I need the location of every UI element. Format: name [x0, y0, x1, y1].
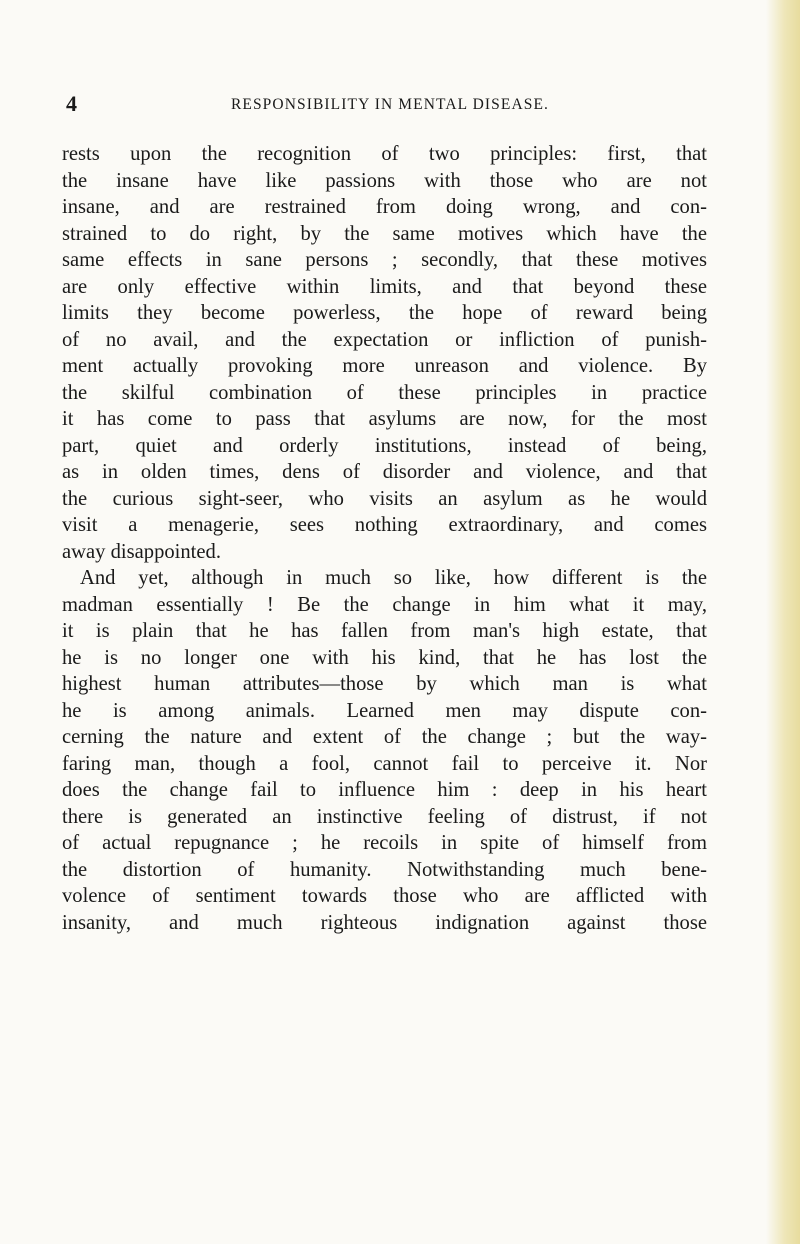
- text-line: ment actually provoking more unreason and violence. By: [62, 355, 707, 377]
- text-line: of actual repugnance ; he recoils in spite of himself from: [62, 832, 707, 854]
- text-line: rests upon the recognition of two principles: first, that: [62, 143, 707, 165]
- text-line: And yet, although in much so like, how different is the: [80, 567, 707, 589]
- text-line: insanity, and much righteous indignation against those: [62, 911, 707, 934]
- text-line: highest human attributes—those by which man is what: [62, 673, 707, 695]
- text-line: faring man, though a fool, cannot fail to perceive it. Nor: [62, 752, 707, 775]
- body-text: [62, 141, 707, 936]
- text-line: cerning the nature and extent of the change ; but the way-: [62, 726, 707, 748]
- text-line: it is plain that he has fallen from man's high estate, that: [62, 620, 707, 642]
- text-line: does the change fail to influence him : deep in his heart: [62, 779, 707, 801]
- text-line: strained to do right, by the same motives which have the: [62, 222, 707, 245]
- text-line: of no avail, and the expectation or infliction of punish-: [62, 328, 707, 351]
- text-line: he is among animals. Learned men may dispute con-: [62, 699, 707, 722]
- text-line: limits they become powerless, the hope of reward being: [62, 302, 707, 324]
- paragraph-1: [62, 141, 707, 565]
- page-header: [66, 92, 686, 116]
- text-line: are only effective within limits, and that beyond these: [62, 275, 707, 298]
- text-line: it has come to pass that asylums are now, for the most: [62, 408, 707, 430]
- page-number: 4: [66, 91, 77, 116]
- text-line: away disappointed.: [62, 540, 221, 563]
- page-edge-shadow: [766, 0, 800, 1244]
- text-line: the skilful combination of these principles in practice: [62, 381, 707, 404]
- text-line: part, quiet and orderly institutions, instead of being,: [62, 434, 707, 457]
- text-line: the distortion of humanity. Notwithstanding much bene-: [62, 858, 707, 881]
- text-line: same effects in sane persons ; secondly, that these motives: [62, 249, 707, 271]
- text-line: insane, and are restrained from doing wrong, and con-: [62, 196, 707, 218]
- paragraph-2: [62, 565, 707, 936]
- text-line: there is generated an instinctive feeling of distrust, if not: [62, 805, 707, 828]
- text-line: visit a menagerie, sees nothing extraordinary, and comes: [62, 514, 707, 536]
- text-line: the curious sight-seer, who visits an asylum as he would: [62, 487, 707, 510]
- text-line: the insane have like passions with those who are not: [62, 169, 707, 192]
- text-line: volence of sentiment towards those who are afflicted with: [62, 885, 707, 907]
- running-head: RESPONSIBILITY IN MENTAL DISEASE.: [230, 96, 550, 113]
- text-line: as in olden times, dens of disorder and violence, and that: [62, 461, 707, 483]
- text-line: madman essentially ! Be the change in him what it may,: [62, 593, 707, 616]
- text-line: he is no longer one with his kind, that he has lost the: [62, 646, 707, 669]
